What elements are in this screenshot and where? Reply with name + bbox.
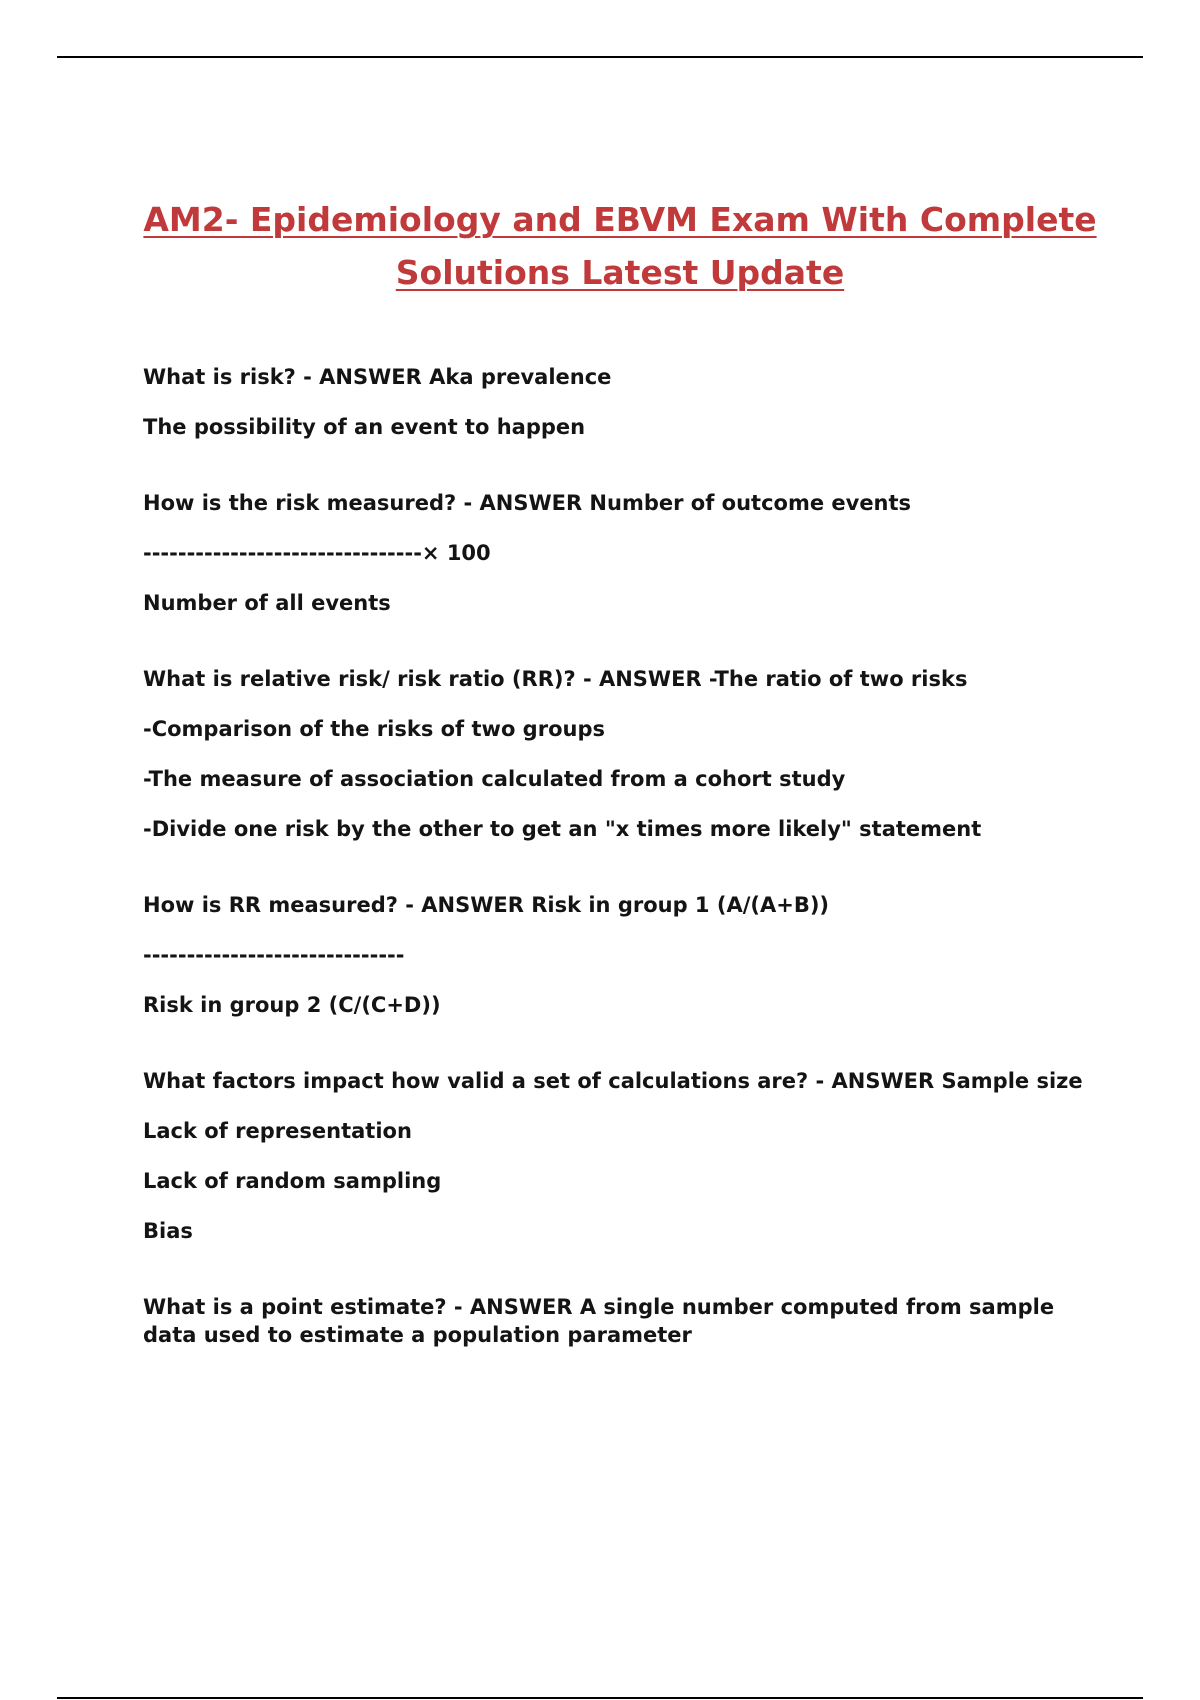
question-rr-measure: How is RR measured? - ANSWER Risk in group 1 (A/(A+B)) <box>143 893 830 917</box>
title-line-1: AM2- Epidemiology and EBVM Exam With Complete <box>143 200 1097 239</box>
qa-entry-risk <box>143 363 1088 441</box>
question-point-estimate: What is a point estimate? - ANSWER A single number computed from sample data used to estimate a population parameter <box>143 1295 1062 1347</box>
answer-line: -The measure of association calculated from a cohort study <box>143 767 846 791</box>
answer-line: Number of all events <box>143 591 391 615</box>
fraction-bar: --------------------------------× 100 <box>143 541 491 565</box>
bottom-divider <box>57 1697 1143 1699</box>
qa-entry-risk-measure <box>143 489 1088 617</box>
qa-entry-validity-factors <box>143 1067 1088 1245</box>
answer-line: Risk in group 2 (C/(C+D)) <box>143 993 441 1017</box>
top-divider <box>57 56 1143 58</box>
answer-line: Lack of representation <box>143 1119 412 1143</box>
answer-line: -Comparison of the risks of two groups <box>143 717 605 741</box>
qa-entry-relative-risk <box>143 665 1088 843</box>
question-risk: What is risk? - ANSWER Aka prevalence <box>143 365 612 389</box>
answer-line: -Divide one risk by the other to get an "x times more likely" statement <box>143 817 982 841</box>
document-title <box>130 193 1110 299</box>
question-risk-measure: How is the risk measured? - ANSWER Number of outcome events <box>143 491 912 515</box>
qa-entry-rr-measure <box>143 891 1088 1019</box>
question-validity-factors: What factors impact how valid a set of calculations are? - ANSWER Sample size <box>143 1069 1083 1093</box>
qa-list <box>143 363 1088 1397</box>
question-relative-risk: What is relative risk/ risk ratio (RR)? - ANSWER -The ratio of two risks <box>143 667 968 691</box>
fraction-bar: ------------------------------ <box>143 943 405 967</box>
answer-line: Bias <box>143 1219 193 1243</box>
qa-entry-point-estimate <box>143 1293 1088 1349</box>
title-line-2: Solutions Latest Update <box>395 253 845 292</box>
answer-line: Lack of random sampling <box>143 1169 442 1193</box>
answer-line: The possibility of an event to happen <box>143 415 586 439</box>
